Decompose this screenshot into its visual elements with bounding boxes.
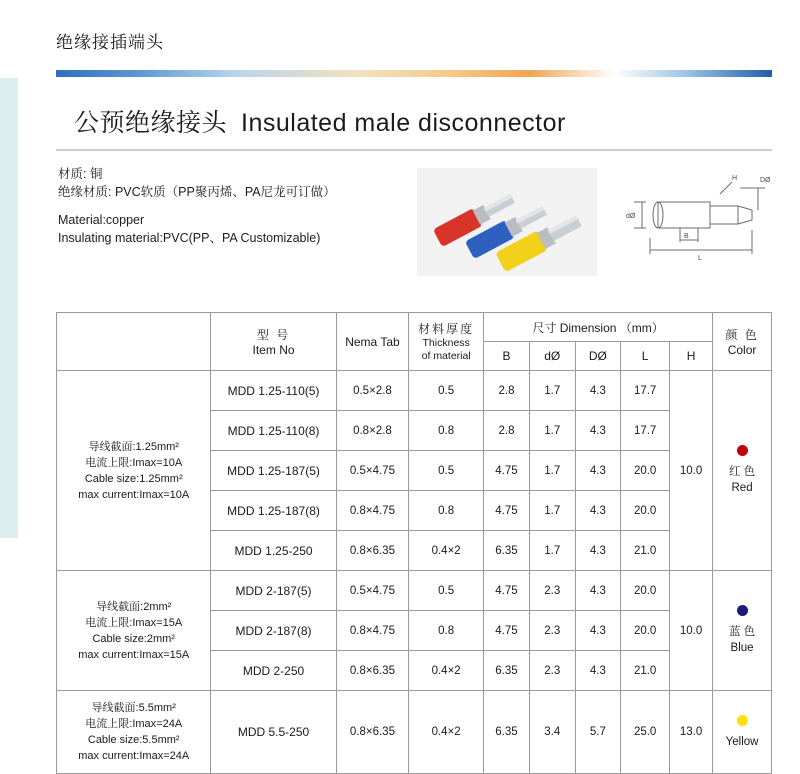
cell-item-no: MDD 1.25-187(5) xyxy=(211,451,336,491)
cell-nema-tab: 0.8×4.75 xyxy=(336,491,409,531)
cable-spec-cell-red xyxy=(57,371,211,571)
cell-l: 20.0 xyxy=(621,451,670,491)
table-row xyxy=(57,571,772,611)
table-row xyxy=(57,371,772,411)
header-dimension: 尺寸 Dimension （mm） xyxy=(484,313,713,342)
spec-line-insulation-en: Insulating material:PVC(PP、PA Customizable) xyxy=(58,231,321,245)
header-item-no-cn: 型 号 xyxy=(256,328,291,342)
cell-nema-tab: 0.8×6.35 xyxy=(336,651,409,691)
header-thickness-en1: Thickness xyxy=(422,337,470,349)
cell-thickness: 0.8 xyxy=(409,411,484,451)
cable-spec-cell-yellow xyxy=(57,691,211,774)
cell-h: 10.0 xyxy=(670,571,713,691)
cell-l: 20.0 xyxy=(621,491,670,531)
cell-l: 21.0 xyxy=(621,651,670,691)
cell-d-large: 4.3 xyxy=(575,611,621,651)
cell-d-large: 4.3 xyxy=(575,451,621,491)
cell-d-small: 1.7 xyxy=(529,491,575,531)
header-thickness-cn: 材料厚度 xyxy=(418,322,475,336)
cell-item-no: MDD 1.25-250 xyxy=(211,531,336,571)
cell-thickness: 0.4×2 xyxy=(409,531,484,571)
header-dim-b: B xyxy=(484,342,530,371)
cell-b: 6.35 xyxy=(484,651,530,691)
spec-line-insulation-cn: 绝缘材质: PVC软质（PP聚丙烯、PA尼龙可订做） xyxy=(58,185,336,199)
cell-d-large: 4.3 xyxy=(575,411,621,451)
cell-item-no: MDD 2-250 xyxy=(211,651,336,691)
cell-h: 13.0 xyxy=(670,691,713,774)
spec-line-material-cn: 材质: 铜 xyxy=(58,167,103,181)
cell-d-large: 4.3 xyxy=(575,571,621,611)
cell-thickness: 0.5 xyxy=(409,571,484,611)
cell-nema-tab: 0.8×6.35 xyxy=(336,691,409,774)
cell-d-small: 2.3 xyxy=(529,611,575,651)
cell-item-no: MDD 1.25-187(8) xyxy=(211,491,336,531)
cell-thickness: 0.8 xyxy=(409,611,484,651)
drawing-label-l: L xyxy=(698,255,702,262)
cell-color-red xyxy=(713,371,772,571)
cell-d-large: 4.3 xyxy=(575,371,621,411)
cell-l: 25.0 xyxy=(621,691,670,774)
cable-line: max current:Imax=24A xyxy=(78,750,190,762)
header-item-no-en: Item No xyxy=(252,343,295,357)
cell-h: 10.0 xyxy=(670,371,713,571)
cell-b: 4.75 xyxy=(484,571,530,611)
cable-line: 电流上限:Imax=15A xyxy=(85,616,183,629)
cable-line: Cable size:1.25mm² xyxy=(84,472,183,485)
cell-b: 4.75 xyxy=(484,611,530,651)
cell-d-small: 1.7 xyxy=(529,371,575,411)
color-swatch-icon xyxy=(737,715,748,726)
product-title-cn: 公预绝缘接头 xyxy=(74,109,228,137)
header-dim-l: L xyxy=(621,342,670,371)
cable-line: 导线截面:5.5mm² xyxy=(91,702,176,714)
product-title xyxy=(74,103,566,139)
drawing-label-d-small: dØ xyxy=(626,213,636,220)
cell-d-small: 1.7 xyxy=(529,451,575,491)
cell-thickness: 0.5 xyxy=(409,451,484,491)
cable-line: max current:Imax=15A xyxy=(78,648,190,661)
cell-nema-tab: 0.8×6.35 xyxy=(336,531,409,571)
cable-line: max current:Imax=10A xyxy=(78,488,190,501)
spec-line-material-en: Material:copper xyxy=(58,213,145,227)
cell-thickness: 0.5 xyxy=(409,371,484,411)
cell-nema-tab: 0.8×2.8 xyxy=(336,411,409,451)
cell-d-large: 4.3 xyxy=(575,491,621,531)
cell-l: 20.0 xyxy=(621,611,670,651)
title-rule xyxy=(56,149,772,151)
header-item-no xyxy=(211,313,336,371)
cell-nema-tab: 0.5×2.8 xyxy=(336,371,409,411)
cell-d-large: 4.3 xyxy=(575,531,621,571)
cell-l: 17.7 xyxy=(621,371,670,411)
cell-d-small: 1.7 xyxy=(529,411,575,451)
cell-nema-tab: 0.5×4.75 xyxy=(336,571,409,611)
cell-thickness: 0.8 xyxy=(409,491,484,531)
header-dim-d-large: DØ xyxy=(575,342,621,371)
cell-d-small: 2.3 xyxy=(529,651,575,691)
drawing-label-d-large: DØ xyxy=(760,177,771,184)
specification-table xyxy=(56,312,772,774)
dimension-drawing xyxy=(620,168,780,276)
cable-line: 电流上限:Imax=10A xyxy=(85,456,183,469)
table-row xyxy=(57,691,772,774)
cell-nema-tab: 0.5×4.75 xyxy=(336,451,409,491)
cell-color-blue xyxy=(713,571,772,691)
cell-l: 21.0 xyxy=(621,531,670,571)
cell-b: 2.8 xyxy=(484,411,530,451)
cell-thickness: 0.4×2 xyxy=(409,651,484,691)
color-label-cn: 蓝 色 xyxy=(728,626,756,638)
table-header-row-1 xyxy=(57,313,772,342)
cell-color-yellow xyxy=(713,691,772,774)
header-thickness xyxy=(409,313,484,371)
cell-b: 4.75 xyxy=(484,451,530,491)
cell-l: 17.7 xyxy=(621,411,670,451)
cell-item-no: MDD 5.5-250 xyxy=(211,691,336,774)
cell-item-no: MDD 2-187(8) xyxy=(211,611,336,651)
cell-d-small: 3.4 xyxy=(529,691,575,774)
header-dim-h: H xyxy=(670,342,713,371)
cable-line: 电流上限:Imax=24A xyxy=(85,718,183,730)
spec-block xyxy=(58,165,336,247)
drawing-label-h: H xyxy=(732,175,738,182)
header-color xyxy=(713,313,772,371)
drawing-label-b: B xyxy=(684,233,689,240)
cell-b: 2.8 xyxy=(484,371,530,411)
color-label-en: Yellow xyxy=(725,735,759,748)
cell-thickness: 0.4×2 xyxy=(409,691,484,774)
color-swatch-icon xyxy=(737,445,748,456)
color-swatch-icon xyxy=(737,605,748,616)
cell-d-large: 5.7 xyxy=(575,691,621,774)
cell-b: 6.35 xyxy=(484,691,530,774)
left-accent-band xyxy=(0,78,18,538)
cell-b: 4.75 xyxy=(484,491,530,531)
color-label-en: Blue xyxy=(730,642,754,654)
color-label-cn: 红 色 xyxy=(728,466,756,478)
header-dim-d-small: dØ xyxy=(529,342,575,371)
header-color-en: Color xyxy=(727,343,757,357)
cable-line: Cable size:5.5mm² xyxy=(87,734,180,746)
cell-item-no: MDD 1.25-110(8) xyxy=(211,411,336,451)
cell-item-no: MDD 2-187(5) xyxy=(211,571,336,611)
cell-nema-tab: 0.8×4.75 xyxy=(336,611,409,651)
header-color-cn: 颜 色 xyxy=(725,328,759,342)
color-label-en: Red xyxy=(731,482,753,494)
cable-line: Cable size:2mm² xyxy=(92,632,175,645)
cable-spec-cell-blue xyxy=(57,571,211,691)
cell-d-large: 4.3 xyxy=(575,651,621,691)
gradient-divider xyxy=(56,70,772,77)
cable-line: 导线截面:2mm² xyxy=(96,600,172,613)
cell-item-no: MDD 1.25-110(5) xyxy=(211,371,336,411)
header-thickness-en2: of material xyxy=(421,350,471,362)
cell-d-small: 2.3 xyxy=(529,571,575,611)
cable-line: 导线截面:1.25mm² xyxy=(88,440,179,453)
product-photo xyxy=(417,168,597,276)
cell-l: 20.0 xyxy=(621,571,670,611)
cell-b: 6.35 xyxy=(484,531,530,571)
page-top-title: 绝缘接插端头 xyxy=(56,33,164,52)
header-nema-tab: Nema Tab xyxy=(336,313,409,371)
cell-d-small: 1.7 xyxy=(529,531,575,571)
product-title-en: Insulated male disconnector xyxy=(241,109,566,137)
header-blank-corner xyxy=(57,313,211,371)
